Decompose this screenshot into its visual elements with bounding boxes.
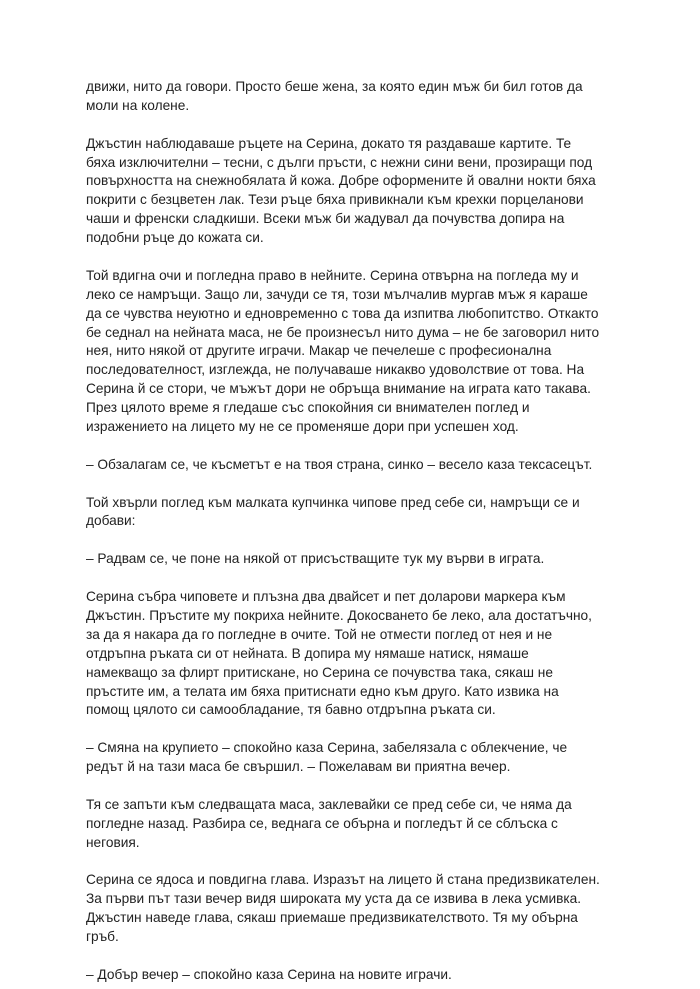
paragraph <box>86 267 621 437</box>
text-line: добави: <box>86 513 136 529</box>
text-line: бяха изключителни – тесни, с дълги пръсти, с нежни сини вени, прозиращи под <box>86 154 593 170</box>
paragraph-gap <box>86 947 621 966</box>
paragraph <box>86 966 621 985</box>
text-line: помощ цялото си самообладание, тя бавно отдръпна ръката си. <box>86 702 496 718</box>
paragraph-gap <box>86 531 621 550</box>
text-line: Серина се ядоса и повдигна глава. Изразът на лицето й стана предизвикателен. <box>86 872 600 888</box>
paragraph <box>86 588 621 720</box>
text-line: През цялото време я гледаше със спокойния си внимателен поглед и <box>86 400 530 416</box>
text-line: – Радвам се, че поне на някой от присъстващите тук му върви в играта. <box>86 551 545 567</box>
text-line: Джъстин наблюдаваше ръцете на Серина, докато тя раздаваше картите. Те <box>86 135 572 151</box>
text-line: Джъстин. Пръстите му покриха нейните. Докосването бе леко, ала достатъчно, <box>86 607 592 623</box>
text-line: За първи път тази вечер видя широката му уста да се извива в лека усмивка. <box>86 891 582 907</box>
text-line: движи, нито да говори. Просто беше жена, за която един мъж би бил готов да <box>86 79 583 94</box>
paragraph <box>86 796 621 853</box>
text-line: Серина й се стори, че мъжът дори не обръща внимание на играта като такава. <box>86 381 591 397</box>
text-line: Той хвърли поглед към малката купчинка чипове пред себе си, намръщи се и <box>86 494 580 510</box>
text-line: гръб. <box>86 929 119 945</box>
paragraph-gap <box>86 853 621 872</box>
text-line: Тя се запъти към следващата маса, заклевайки се пред себе си, че няма да <box>86 796 572 812</box>
text-line: повърхността на снежнобялата й кожа. Добре оформените й овални нокти бяха <box>86 173 596 189</box>
paragraph <box>86 550 621 569</box>
document-page <box>86 78 621 985</box>
paragraph-gap <box>86 248 621 267</box>
paragraph-gap <box>86 720 621 739</box>
paragraph-gap <box>86 475 621 494</box>
text-line: подобни ръце до кожата си. <box>86 230 264 246</box>
text-line: да се чувства неуютно и едновременно с това да изпитва любопитство. Откакто <box>86 305 599 321</box>
text-line: леко се намръщи. Защо ли, зачуди се тя, този мълчалив мургав мъж я караше <box>86 286 588 302</box>
paragraph-gap <box>86 569 621 588</box>
text-line: погледне назад. Разбира се, веднага се обърна и погледът й се сблъска с <box>86 815 558 831</box>
text-line: Серина събра чиповете и плъзна два двайсет и пет доларови маркера към <box>86 589 566 605</box>
paragraph-gap <box>86 777 621 796</box>
paragraph-gap <box>86 116 621 135</box>
text-line: отдръпна ръката си от нейната. В допира му нямаше натиск, нямаше <box>86 645 529 661</box>
paragraph <box>86 739 621 777</box>
paragraph <box>86 78 621 116</box>
text-line: – Смяна на крупието – спокойно каза Серина, забелязала с облекчение, че <box>86 740 568 756</box>
text-line: Джъстин наведе глава, сякаш приемаше предизвикателството. Тя му обърна <box>86 910 578 926</box>
paragraph <box>86 871 621 947</box>
text-line: моли на колене. <box>86 97 190 113</box>
paragraph-gap <box>86 437 621 456</box>
text-line: изражението на лицето му не се променяше дори при успешен ход. <box>86 419 519 435</box>
text-line: Той вдигна очи и погледна право в нейните. Серина отвърна на погледа му и <box>86 267 579 283</box>
text-line: – Добър вечер – спокойно каза Серина на новите играчи. <box>86 966 452 982</box>
text-line: неговия. <box>86 834 140 850</box>
text-line: за да я накара да го погледне в очите. Той не отмести поглед от нея и не <box>86 626 553 642</box>
text-line: покрити с безцветен лак. Тези ръце бяха привикнали към крехки порцеланови <box>86 192 584 208</box>
text-line: нея, нито някой от другите играчи. Макар че печелеше с професионална <box>86 343 552 359</box>
paragraph <box>86 456 621 475</box>
text-line: пръстите им, а телата им бяха притиснати едно към друго. Като извика на <box>86 683 559 699</box>
text-line: чаши и френски сладкиши. Всеки мъж би жадувал да почувства допира на <box>86 211 565 227</box>
text-line: бе седнал на нейната маса, не бе произнесъл нито дума – не бе заговорил нито <box>86 324 600 340</box>
text-line: редът й на тази маса бе свършил. – Пожелавам ви приятна вечер. <box>86 759 511 775</box>
paragraph <box>86 494 621 532</box>
text-line: последователност, изглежда, не получаваше никакво удоволствие от това. На <box>86 362 585 378</box>
paragraph <box>86 135 621 248</box>
text-line: – Обзалагам се, че късметът е на твоя страна, синко – весело каза тексасецът. <box>86 456 593 472</box>
text-line: намекващо за флирт притискане, но Серина се почувства така, сякаш не <box>86 664 553 680</box>
